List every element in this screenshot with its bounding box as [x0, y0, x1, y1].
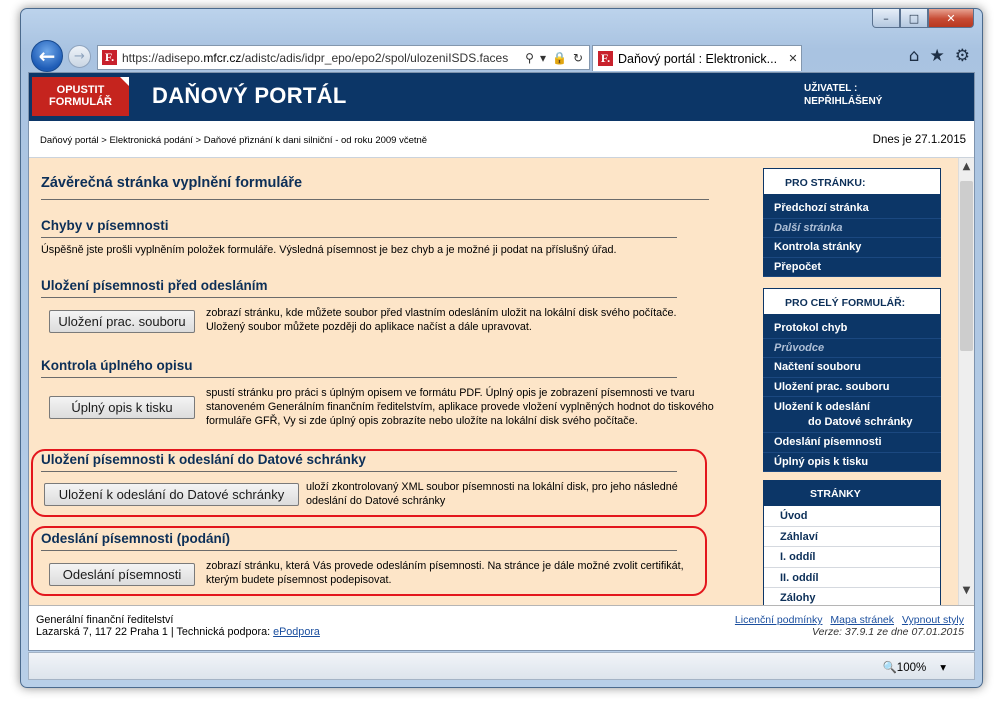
- sidebar-item-save-for-databox[interactable]: [763, 397, 941, 433]
- sidebar-item-next-page: Další stránka: [763, 219, 941, 239]
- sidebar-item-submit[interactable]: Odeslání písemnosti: [763, 433, 941, 453]
- page-link-section-1[interactable]: I. oddíl: [764, 547, 940, 568]
- pages-panel-title: STRÁNKY: [763, 480, 941, 506]
- version-info: Verze: 37.9.1 ze dne 07.01.2015: [812, 626, 964, 638]
- back-button[interactable]: [31, 40, 63, 72]
- footer-org: [36, 614, 320, 638]
- page-link-section-2[interactable]: II. oddíl: [764, 568, 940, 589]
- arrow-left-icon: ←: [38, 44, 56, 68]
- window-controls: [872, 9, 974, 28]
- page-link-header[interactable]: Záhlaví: [764, 527, 940, 548]
- zoom-level: 100%: [896, 662, 927, 674]
- scroll-up-icon[interactable]: ▲: [962, 161, 971, 172]
- section-heading-databox: Uložení písemnosti k odeslání do Datové schránky: [41, 452, 677, 472]
- section-text-databox: uloží zkontrolovaný XML soubor písemnosti na lokální disk, pro jeho následné odeslání do Datové schránky: [306, 481, 678, 507]
- page-title: Závěrečná stránka vyplnění formuláře: [41, 175, 709, 200]
- dropdown-icon[interactable]: ▾: [539, 50, 546, 65]
- footer-org-name: Generální finanční ředitelství: [36, 614, 174, 626]
- sidebar-item-error-log[interactable]: Protokol chyb: [763, 319, 941, 339]
- gear-icon[interactable]: ⚙: [954, 46, 970, 66]
- site-header: [29, 73, 974, 121]
- url-text[interactable]: [122, 51, 525, 65]
- save-for-databox-button[interactable]: Uložení k odeslání do Datové schránky: [44, 483, 299, 506]
- sidebar-item-full-copy[interactable]: Úplný opis k tisku: [763, 453, 941, 473]
- support-link[interactable]: ePodpora: [273, 626, 320, 638]
- section-text-submit: zobrazí stránku, která Vás provede odesláním písemnosti. Na stránce je dále možné zvolit certifikát, kterým budete písemnost podepisovat.: [206, 560, 684, 586]
- quit-form-button[interactable]: OPUSTIT FORMULÁŘ: [32, 77, 129, 116]
- site-title: DAŇOVÝ PORTÁL: [152, 83, 347, 108]
- browser-window: [20, 8, 983, 688]
- lock-icon[interactable]: 🔒: [551, 50, 567, 65]
- section-heading-save: Uložení písemnosti před odesláním: [41, 278, 677, 298]
- zoom-icon: 🔍100%: [882, 662, 927, 674]
- sidebar-item-guide: Průvodce: [763, 339, 941, 359]
- sidebar-item-check-page[interactable]: Kontrola stránky: [763, 238, 941, 258]
- browser-tab[interactable]: [592, 45, 802, 71]
- page-viewport: [28, 72, 975, 651]
- disable-styles-link[interactable]: Vypnout styly: [901, 614, 964, 626]
- home-icon[interactable]: ⌂: [908, 46, 920, 66]
- sidebar-item-label: Uložení k odeslání: [774, 401, 870, 413]
- scroll-down-icon[interactable]: ▼: [962, 585, 971, 596]
- sidebar-item-recalculate[interactable]: Přepočet: [763, 258, 941, 278]
- section-heading-copy: Kontrola úplného opisu: [41, 358, 677, 378]
- address-icons: [525, 51, 589, 65]
- section-text-copy: spustí stránku pro práci s úplným opisem ve formátu PDF. Úplný opis je zobrazení písemnosti ve tvaru stanoveném Generálním finančním ředitelstvím, aplikace provede vložení vyplněných hodnot do tiskového formuláře GFŘ, Vy si zde úplný opis zobrazíte nebo uložíte na lokální disk svého počítače.: [206, 387, 714, 427]
- arrow-right-icon: →: [74, 49, 85, 64]
- tab-favicon-icon: F.: [598, 51, 613, 66]
- current-date: Dnes je 27.1.2015: [872, 134, 966, 146]
- url-prefix: https://adisepo.: [122, 50, 204, 65]
- sitemap-link[interactable]: Mapa stránek: [830, 614, 895, 626]
- page-footer: [29, 605, 974, 650]
- address-bar[interactable]: [97, 45, 590, 70]
- sidebar-item-load-file[interactable]: Načtení souboru: [763, 358, 941, 378]
- content-area: [29, 158, 958, 605]
- breadcrumb-bar: [29, 121, 974, 158]
- zoom-control[interactable]: [882, 660, 946, 674]
- footer-address-text: Lazarská 7, 117 22 Praha 1 | Technická podpora:: [36, 626, 271, 638]
- url-path: /adistc/adis/idpr_epo/epo2/spol/ulozeniISDS.faces: [241, 50, 509, 65]
- page-panel-title: PRO STRÁNKU:: [763, 168, 941, 195]
- full-copy-print-button[interactable]: Úplný opis k tisku: [49, 396, 195, 419]
- status-bar: [28, 652, 975, 680]
- tab-title: Daňový portál : Elektronick...: [618, 51, 778, 66]
- form-panel-list: [763, 315, 941, 472]
- maximize-button[interactable]: □: [900, 9, 928, 28]
- url-host: mfcr.cz: [203, 50, 242, 65]
- section-heading-submit: Odeslání písemnosti (podání): [41, 531, 677, 551]
- license-link[interactable]: Licenční podmínky: [734, 614, 823, 626]
- breadcrumb[interactable]: Daňový portál > Elektronická podání > Daňové přiznání k dani silniční - od roku 2009 včetně: [40, 135, 428, 146]
- forward-button[interactable]: [68, 45, 91, 68]
- vertical-scrollbar[interactable]: [958, 158, 974, 605]
- page-link-advances[interactable]: Zálohy: [764, 588, 940, 605]
- star-icon[interactable]: ★: [929, 46, 945, 66]
- search-icon[interactable]: ⚲: [525, 50, 534, 65]
- scroll-thumb[interactable]: [960, 181, 973, 351]
- page-link-intro[interactable]: Úvod: [764, 506, 940, 527]
- save-work-file-button[interactable]: Uložení prac. souboru: [49, 310, 195, 333]
- form-panel-title: PRO CELÝ FORMULÁŘ:: [763, 288, 941, 315]
- refresh-icon[interactable]: ↻: [572, 50, 583, 65]
- pages-list: [763, 506, 941, 605]
- submit-document-button[interactable]: Odeslání písemnosti: [49, 563, 195, 586]
- sidebar-item-previous-page[interactable]: Předchozí stránka: [763, 199, 941, 219]
- section-text-save: zobrazí stránku, kde můžete soubor před vlastním odesláním uložit na lokální disk svého počítače. Uložený soubor můžete později do aplikace načíst a dále upravovat.: [206, 307, 677, 333]
- close-tab-icon[interactable]: ✕: [788, 52, 798, 65]
- section-text-errors: Úspěšně jste prošli vyplněním položek formuláře. Výsledná písemnost je bez chyb a je možné ji podat na příslušný úřad.: [41, 244, 617, 256]
- close-window-button[interactable]: ✕: [928, 9, 974, 28]
- favicon-icon: F.: [102, 50, 117, 65]
- section-heading-errors: Chyby v písemnosti: [41, 218, 677, 238]
- footer-address: [36, 626, 320, 638]
- zoom-dropdown-icon[interactable]: ▾: [940, 662, 946, 674]
- browser-tools: [909, 46, 970, 66]
- user-label: UŽIVATEL :: [804, 83, 858, 94]
- page-panel-list: [763, 195, 941, 277]
- footer-links: [730, 614, 964, 638]
- user-box: [804, 82, 882, 108]
- minimize-button[interactable]: –: [872, 9, 900, 28]
- sidebar-item-label: do Datové schránky: [808, 416, 913, 428]
- user-value: NEPŘIHLÁŠENÝ: [804, 96, 883, 107]
- sidebar-item-save-work-file[interactable]: Uložení prac. souboru: [763, 378, 941, 398]
